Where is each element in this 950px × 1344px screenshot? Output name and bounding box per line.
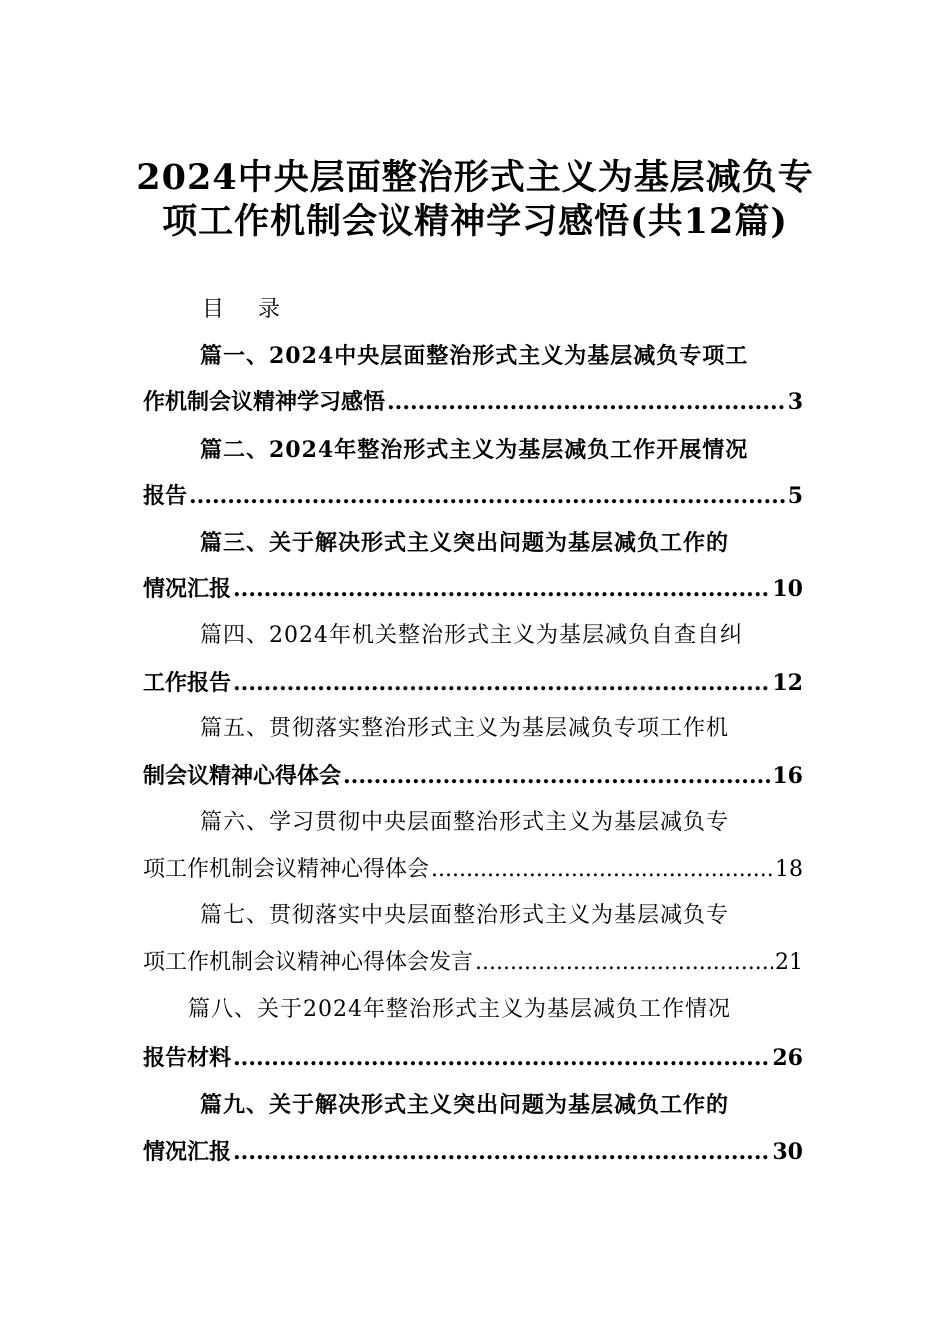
toc-entry-3-continuation [143, 573, 803, 605]
document-title-line-2: 项工作机制会议精神学习感悟(共12篇) [162, 201, 788, 242]
toc-entry-4-text: 工作报告 [143, 670, 232, 696]
toc-leader-dots [475, 947, 773, 979]
toc-entry-8-continuation [143, 1042, 803, 1074]
toc-leader-dots [431, 854, 773, 886]
toc-entry-3-title: 篇三、关于解决形式主义突出问题为基层减负工作的 [200, 530, 730, 556]
toc-entry-4-title: 篇四、2024年机关整治形式主义为基层减负自查自纠 [200, 623, 743, 648]
toc-leader-dots [233, 1136, 770, 1168]
toc-entry-1-text: 作机制会议精神学习感悟 [143, 389, 386, 415]
toc-entry-2-title: 篇二、2024年整治形式主义为基层减负工作开展情况 [200, 437, 749, 463]
toc-entry-5-page: 16 [772, 763, 803, 789]
toc-entry-7-title: 篇七、贯彻落实中央层面整治形式主义为基层减负专 [200, 903, 730, 928]
toc-entry-6-page: 18 [775, 857, 803, 882]
toc-entry-7-text: 项工作机制会议精神心得体会发言 [143, 950, 474, 975]
toc-leader-dots [233, 1042, 770, 1074]
toc-entry-9-text: 情况汇报 [143, 1139, 232, 1165]
toc-entry-6-continuation [143, 854, 803, 886]
toc-leader-dots [233, 667, 770, 699]
toc-entry-5-title: 篇五、贯彻落实整治形式主义为基层减负专项工作机 [200, 716, 730, 741]
document-title-line-1: 2024中央层面整治形式主义为基层减负专 [136, 157, 814, 198]
toc-entry-3-page: 10 [772, 576, 803, 602]
toc-leader-dots [343, 760, 770, 792]
toc-entry-5-text: 制会议精神心得体会 [143, 763, 342, 789]
toc-entry-1-page: 3 [787, 389, 803, 415]
toc-entry-9-page: 30 [772, 1139, 803, 1165]
toc-entry-2-continuation [143, 480, 803, 512]
toc-heading [202, 294, 280, 326]
toc-leader-dots [387, 386, 786, 418]
toc-entry-2-text: 报告 [143, 483, 188, 509]
toc-heading-char-2: 录 [258, 297, 281, 322]
toc-entry-8-title: 篇八、关于2024年整治形式主义为基层减负工作情况 [188, 997, 731, 1022]
toc-entry-3-text: 情况汇报 [143, 576, 232, 602]
toc-entry-8-text: 报告材料 [143, 1045, 232, 1071]
toc-entry-6-text: 项工作机制会议精神心得体会 [143, 857, 430, 882]
toc-entry-6-title: 篇六、学习贯彻中央层面整治形式主义为基层减负专 [200, 810, 730, 835]
toc-entry-7-continuation [143, 947, 803, 979]
toc-leader-dots [189, 480, 786, 512]
toc-entry-7-page: 21 [775, 950, 803, 975]
toc-entry-8-page: 26 [772, 1045, 803, 1071]
toc-leader-dots [233, 573, 770, 605]
toc-heading-char-1: 目 [202, 297, 225, 322]
toc-entry-5-continuation [143, 760, 803, 792]
toc-entry-1-title: 篇一、2024中央层面整治形式主义为基层减负专项工 [200, 343, 749, 369]
toc-entry-1-continuation [143, 386, 803, 418]
toc-entry-2-page: 5 [787, 483, 803, 509]
toc-entry-9-title: 篇九、关于解决形式主义突出问题为基层减负工作的 [200, 1092, 730, 1118]
toc-entry-4-continuation [143, 667, 803, 699]
toc-entry-4-page: 12 [772, 670, 803, 696]
toc-entry-9-continuation [143, 1136, 803, 1168]
